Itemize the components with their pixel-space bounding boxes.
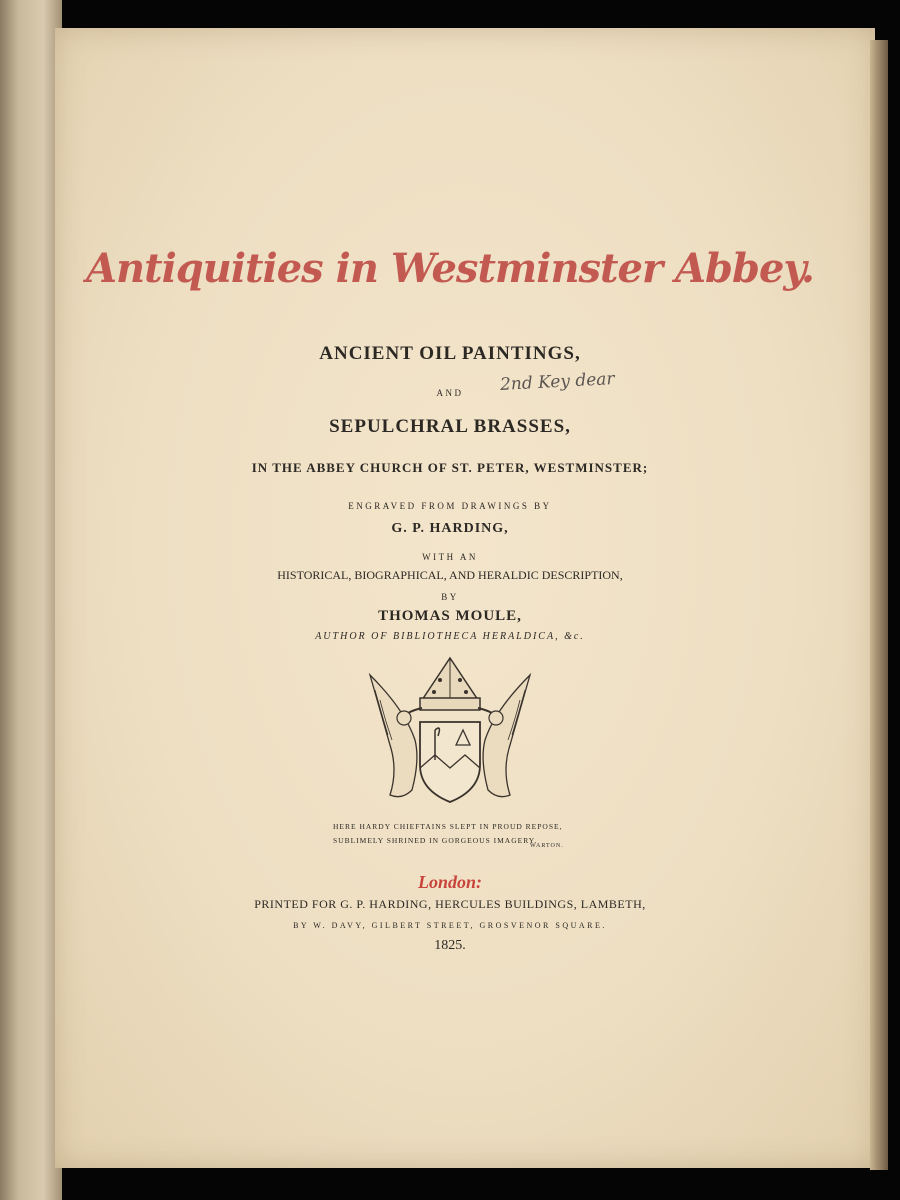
quote-author: WARTON. [530, 843, 564, 849]
page-edge-right [870, 40, 888, 1170]
mitre-shield-angels-icon [360, 650, 540, 815]
engraver: G. P. HARDING, [391, 521, 509, 536]
author-credit: AUTHOR OF BIBLIOTHECA HERALDICA, &c. [315, 631, 585, 642]
handwritten-note: 2nd Key dear [499, 369, 616, 395]
line-with: WITH AN [422, 552, 478, 562]
place-london: London: [417, 872, 482, 892]
printer-line: PRINTED FOR G. P. HARDING, HERCULES BUILDINGS, LAMBETH, [254, 897, 646, 911]
author: THOMAS MOULE, [378, 608, 522, 624]
line-description: HISTORICAL, BIOGRAPHICAL, AND HERALDIC DESCRIPTION, [277, 568, 623, 582]
line-church: IN THE ABBEY CHURCH OF ST. PETER, WESTMINSTER; [251, 460, 649, 475]
line-brasses: SEPULCHRAL BRASSES, [329, 416, 571, 437]
line-by: BY [441, 592, 459, 602]
year: 1825. [434, 938, 466, 953]
quote-line-2: SUBLIMELY SHRINED IN GORGEOUS IMAGERY. [333, 836, 538, 845]
quote-line-1: HERE HARDY CHIEFTAINS SLEPT IN PROUD REPOSE, [333, 822, 563, 831]
main-title: Antiquities in Westminster Abbey. [86, 245, 814, 292]
line-ancient: ANCIENT OIL PAINTINGS, [319, 343, 581, 364]
printer-line-2: BY W. DAVY, GILBERT STREET, GROSVENOR SQUARE. [293, 921, 607, 930]
line-and: AND [436, 388, 464, 398]
line-engraved: ENGRAVED FROM DRAWINGS BY [348, 501, 552, 511]
